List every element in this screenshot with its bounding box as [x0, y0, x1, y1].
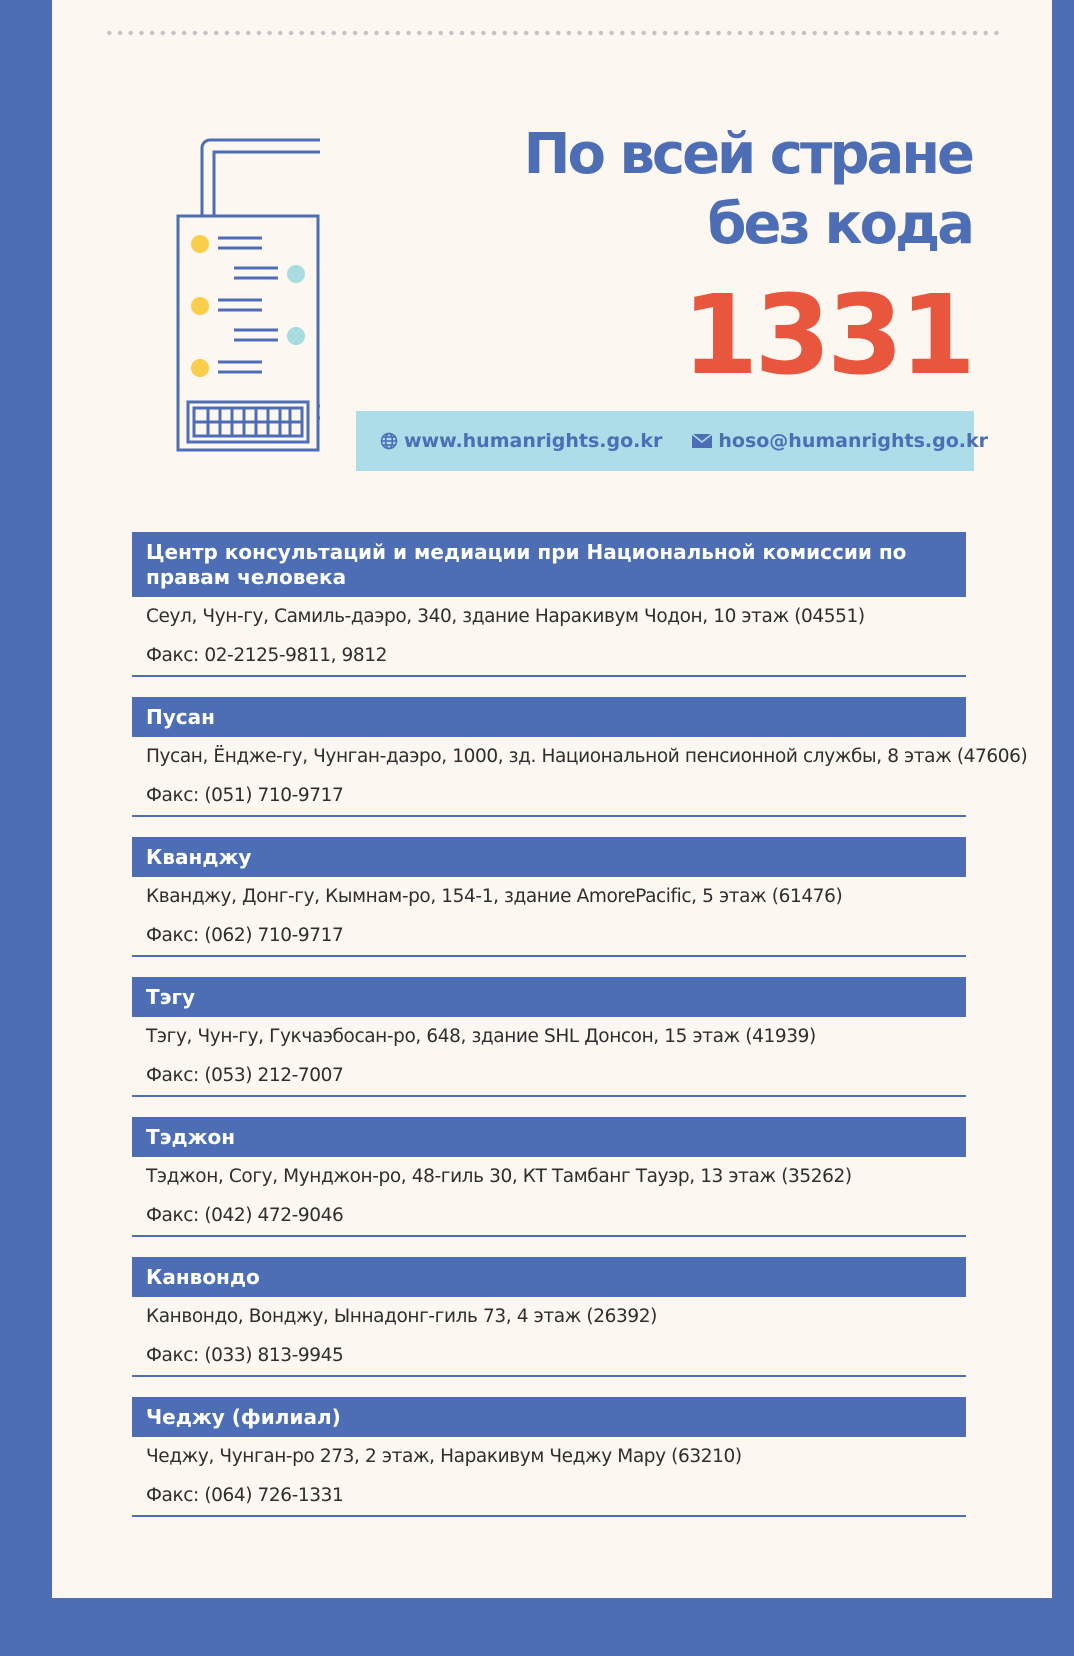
- office-fax: Факс: (062) 710-9717: [146, 925, 344, 946]
- office-fax: Факс: (033) 813-9945: [146, 1345, 344, 1366]
- globe-icon: [380, 432, 398, 450]
- office-address: Тэджон, Согу, Мунджон-ро, 48-гиль 30, КТ Тамбанг Тауэр, 13 этаж (35262): [146, 1166, 852, 1187]
- office-fax: Факс: (064) 726-1331: [146, 1485, 344, 1506]
- office-name: Кванджу: [132, 837, 966, 877]
- page-panel: [52, 0, 1052, 1598]
- office-address: Тэгу, Чун-гу, Гукчаэбосан-ро, 648, здание SHL Донсон, 15 этаж (41939): [146, 1026, 816, 1047]
- email-text: hoso@humanrights.go.kr: [718, 430, 988, 452]
- headline: [452, 120, 972, 260]
- office-fax: Факс: (042) 472-9046: [146, 1205, 344, 1226]
- office-name: Канвондо: [132, 1257, 966, 1297]
- office-list: [132, 532, 1028, 1537]
- headline-line-2: без кода: [707, 192, 972, 257]
- headline-line-1: По всей стране: [523, 122, 972, 187]
- office-address: Канвондо, Вонджу, Ыннадонг-гиль 73, 4 этаж (26392): [146, 1306, 657, 1327]
- office-fax: Факс: (053) 212-7007: [146, 1065, 344, 1086]
- office-fax: Факс: 02-2125-9811, 9812: [146, 645, 388, 666]
- office-name: Тэджон: [132, 1117, 966, 1157]
- office-block: [132, 837, 966, 957]
- email-link[interactable]: [692, 430, 988, 452]
- dotted-divider: [104, 30, 1000, 36]
- documents-illustration-icon: [120, 128, 320, 458]
- office-block: [132, 532, 966, 677]
- office-fax: Факс: (051) 710-9717: [146, 785, 344, 806]
- contact-bar: [356, 411, 988, 471]
- office-name: Тэгу: [132, 977, 966, 1017]
- office-block: [132, 1257, 966, 1377]
- office-name: Центр консультаций и медиации при Национальной комиссии по правам человека: [132, 532, 966, 597]
- office-address: Кванджу, Донг-гу, Кымнам-ро, 154-1, здание AmorePacific, 5 этаж (61476): [146, 886, 843, 907]
- office-block: [132, 1117, 966, 1237]
- office-name: Пусан: [132, 697, 966, 737]
- office-address: Чеджу, Чунган-ро 273, 2 этаж, Наракивум Чеджу Мару (63210): [146, 1446, 742, 1467]
- office-block: [132, 697, 1028, 817]
- website-link[interactable]: [380, 430, 662, 452]
- office-address: Сеул, Чун-гу, Самиль-даэро, 340, здание Наракивум Чодон, 10 этаж (04551): [146, 606, 865, 627]
- office-name: Чеджу (филиал): [132, 1397, 966, 1437]
- office-block: [132, 1397, 966, 1517]
- hotline-number: 1331: [681, 271, 972, 399]
- office-block: [132, 977, 966, 1097]
- office-address: Пусан, Ёндже-гу, Чунган-даэро, 1000, зд. Национальной пенсионной службы, 8 этаж (47606): [146, 746, 1028, 767]
- envelope-icon: [692, 433, 712, 449]
- website-text: www.humanrights.go.kr: [404, 430, 663, 452]
